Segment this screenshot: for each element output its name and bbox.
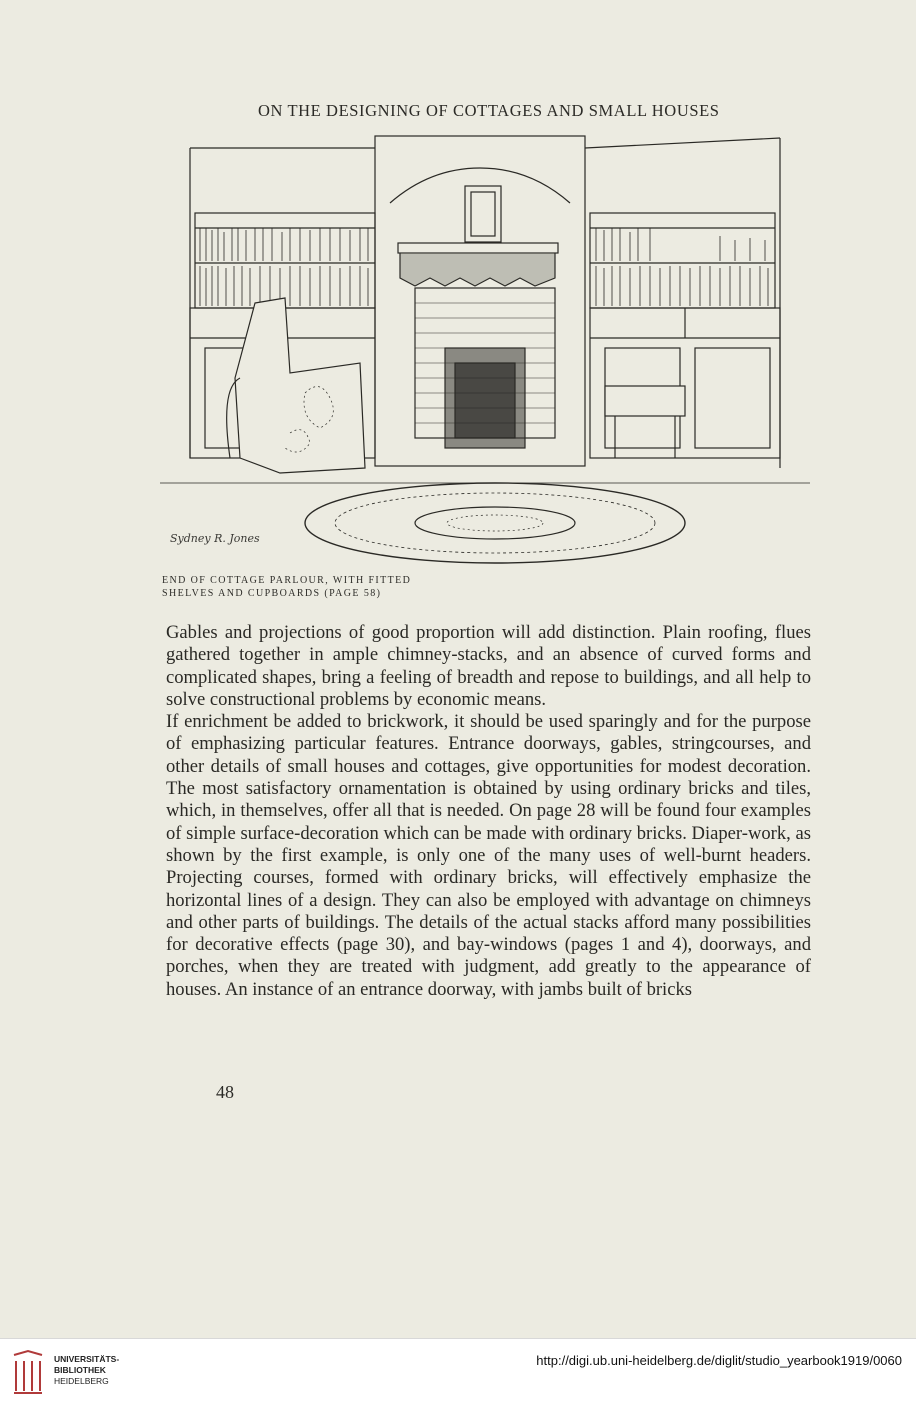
library-logo-icon [10, 1349, 46, 1395]
paragraph-2: If enrichment be added to brickwork, it should be used sparingly and for the purpose of emphasizing particular features. Entrance doorways, gables, stringcourses, and other details of small houses and cottages, give opportunities for modest decoration. The most satisfactory ornamentation is obtained by using ordinary bricks and tiles, which, in themselves, offer all that is needed. On page 28 will be found four examples of simple surface-decoration which can be made with ordinary bricks. Diaper-work, as shown by the first example, is only one of the many uses of well-burnt headers. Projecting courses, formed with ordinary bricks, will effectively emphasize the horizontal lines of a design. They can also be employed with advantage on chimneys and other parts of buildings. The details of the actual stacks afford many possibilities for decorative effects (page 30), and bay-windows (pages 1 and 4), doorways, and porches, when they are treated with judgment, add greatly to the appearance of houses. An instance of an entrance doorway, with jambs built of bricks [166, 711, 811, 1000]
library-line-2: BIBLIOTHEK [54, 1365, 106, 1375]
body-text [166, 622, 811, 1001]
parlour-illustration [160, 128, 810, 568]
source-url-link[interactable]: http://digi.ub.uni-heidelberg.de/diglit/studio_yearbook1919/0060 [536, 1353, 902, 1368]
viewer-footer [0, 1338, 916, 1405]
library-line-1: UNIVERSITÄTS- [54, 1354, 120, 1364]
artist-signature: Sydney R. Jones [170, 532, 260, 545]
caption-line-1: END OF COTTAGE PARLOUR, WITH FITTED [162, 575, 412, 586]
page-number: 48 [216, 1082, 234, 1102]
paragraph-1: Gables and projections of good proportion will add distinction. Plain roofing, flues gathered together in ample chimney-stacks, and an absence of curved forms and complicated shapes, bring a feeling of breadth and repose to buildings, and all help to solve constructional problems by economic means. [166, 622, 811, 710]
library-line-3: HEIDELBERG [54, 1376, 109, 1386]
caption-line-2: SHELVES AND CUPBOARDS (PAGE 58) [162, 588, 382, 599]
library-name [54, 1354, 119, 1387]
running-title: ON THE DESIGNING OF COTTAGES AND SMALL HOUSES [258, 101, 720, 120]
figure-caption [162, 574, 411, 600]
